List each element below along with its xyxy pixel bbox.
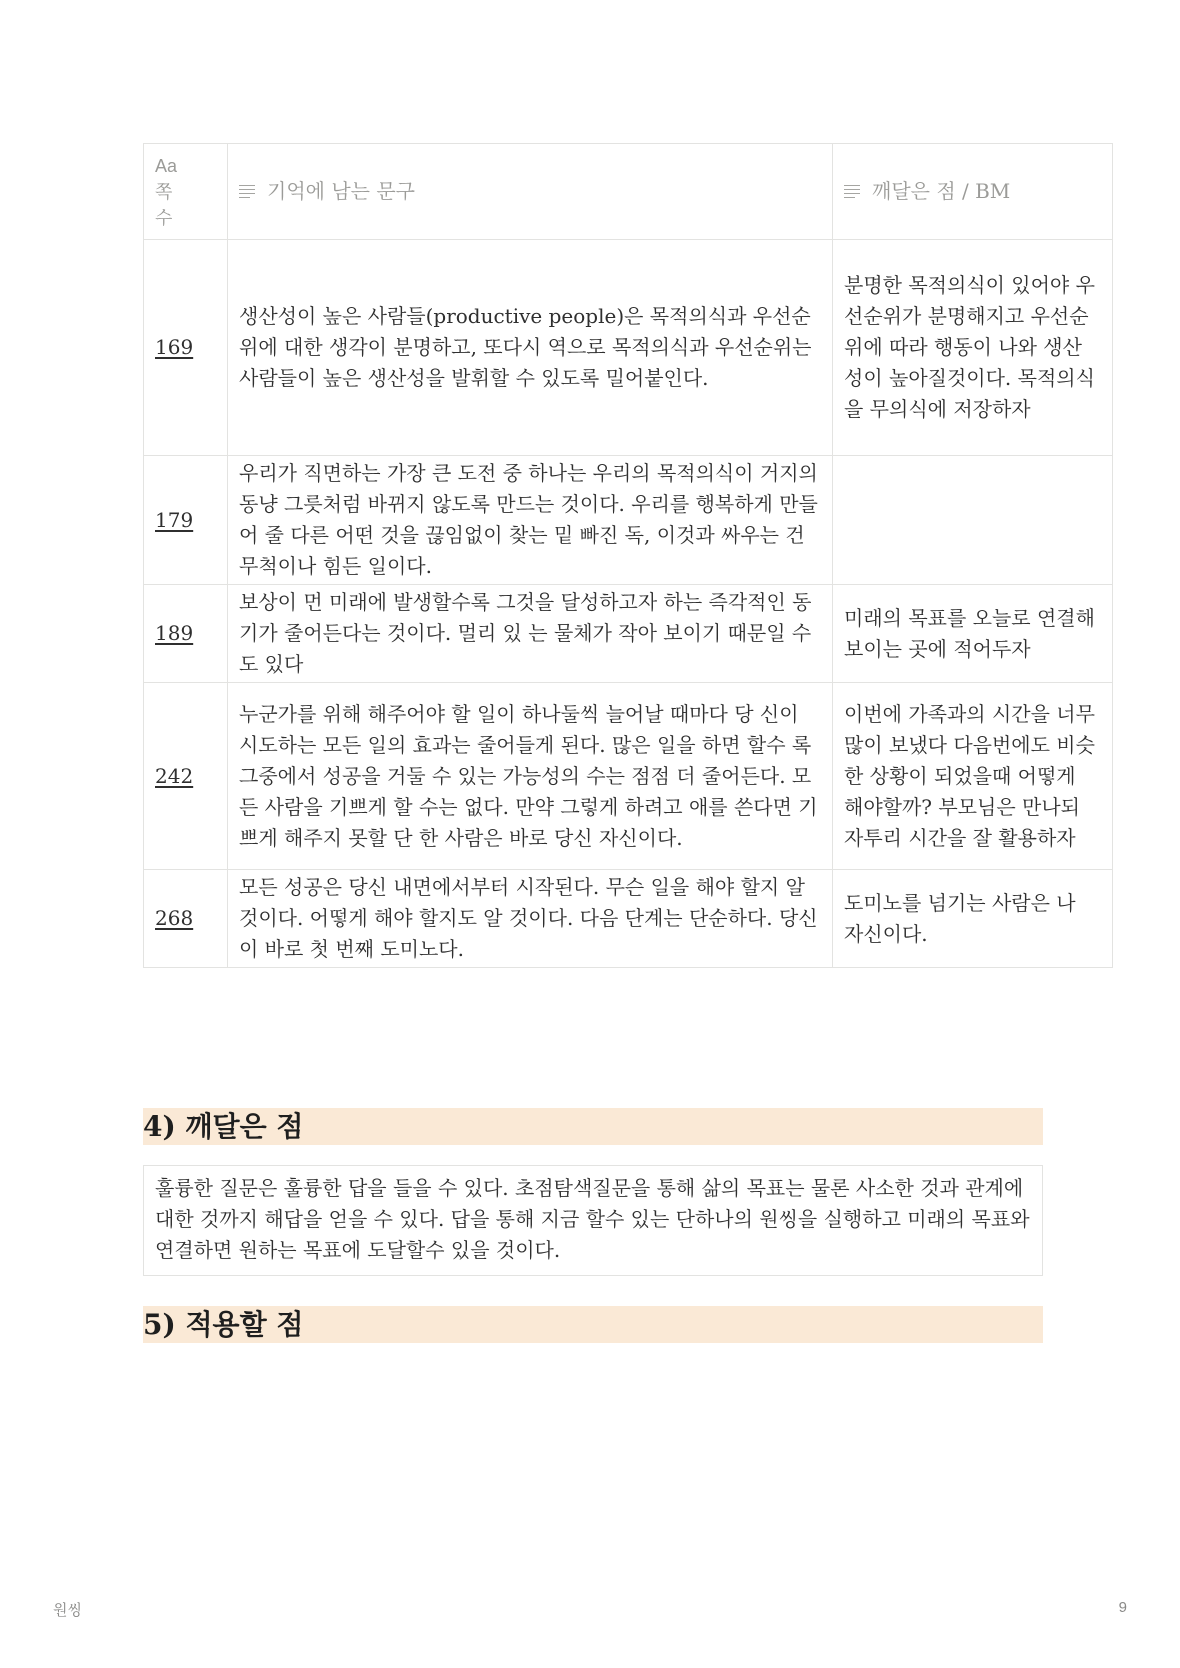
column-header-note-label: 깨달은 점 / BM bbox=[872, 179, 1011, 203]
page-link[interactable]: 179 bbox=[155, 507, 194, 532]
page-link[interactable]: 189 bbox=[155, 621, 194, 645]
column-header-note[interactable] bbox=[833, 144, 1113, 240]
title-property-icon: Aa bbox=[155, 155, 178, 176]
quotes-table bbox=[143, 143, 1113, 968]
note-cell: 도미노를 넘기는 사람은 나 자신이다. bbox=[833, 870, 1113, 968]
note-cell: 분명한 목적의식이 있어야 우선순위가 분명해지고 우선순위에 따라 행동이 나와 생산성이 높아질것이다. 목적의식을 무의식에 저장하자 bbox=[833, 240, 1113, 456]
page-cell[interactable] bbox=[144, 870, 228, 968]
text-property-icon bbox=[239, 185, 255, 197]
table-row bbox=[144, 683, 1113, 870]
page-cell[interactable] bbox=[144, 456, 228, 585]
note-cell bbox=[833, 456, 1113, 585]
column-header-page[interactable] bbox=[144, 144, 228, 240]
page-cell[interactable] bbox=[144, 240, 228, 456]
page-link[interactable]: 169 bbox=[155, 335, 194, 359]
apply-heading: 5) 적용할 점 bbox=[143, 1306, 1043, 1343]
table-header-row bbox=[144, 144, 1113, 240]
table-row bbox=[144, 456, 1113, 585]
page-cell[interactable] bbox=[144, 683, 228, 870]
table-row bbox=[144, 240, 1113, 456]
note-cell: 미래의 목표를 오늘로 연결해 보이는 곳에 적어두자 bbox=[833, 585, 1113, 683]
quote-cell: 모든 성공은 당신 내면에서부터 시작된다. 무슨 일을 해야 할지 알 것이다. 어떻게 해야 할지도 알 것이다. 다음 단계는 단순하다. 당신이 바로 첫 번째 도미노다. bbox=[228, 870, 833, 968]
quote-cell: 생산성이 높은 사람들(productive people)은 목적의식과 우선순위에 대한 생각이 분명하고, 또다시 역으로 목적의식과 우선순위는 사람들이 높은 생산성을 발휘할 수 있도록 밀어붙인다. bbox=[228, 240, 833, 456]
quote-cell: 보상이 먼 미래에 발생할수록 그것을 달성하고자 하는 즉각적인 동기가 줄어든다는 것이다. 멀리 있 는 물체가 작아 보이기 때문일 수도 있다 bbox=[228, 585, 833, 683]
column-header-quote-label: 기억에 남는 문구 bbox=[267, 179, 415, 203]
page-content bbox=[143, 143, 1095, 1343]
quote-cell: 우리가 직면하는 가장 큰 도전 중 하나는 우리의 목적의식이 거지의 동냥 그릇처럼 바뀌지 않도록 만드는 것이다. 우리를 행복하게 만들어 줄 다른 어떤 것을 끊임없이 찾는 밑 빠진 독, 이것과 싸우는 건 무척이나 힘든 일이다. bbox=[228, 456, 833, 585]
column-header-quote[interactable] bbox=[228, 144, 833, 240]
realization-callout: 훌륭한 질문은 훌륭한 답을 들을 수 있다. 초점탐색질문을 통해 삶의 목표는 물론 사소한 것과 관계에 대한 것까지 해답을 얻을 수 있다. 답을 통해 지금 할수 있는 단하나의 원씽을 실행하고 미래의 목표와 연결하면 원하는 목표에 도달할수 있을 것이다. bbox=[143, 1165, 1043, 1276]
page-cell[interactable] bbox=[144, 585, 228, 683]
footer-page-number: 9 bbox=[1118, 1599, 1127, 1616]
text-property-icon bbox=[844, 185, 860, 197]
page-link[interactable]: 242 bbox=[155, 763, 194, 788]
table-row bbox=[144, 585, 1113, 683]
column-header-page-label: 쪽수 bbox=[155, 181, 173, 228]
page-link[interactable]: 268 bbox=[155, 906, 194, 930]
note-cell: 이번에 가족과의 시간을 너무 많이 보냈다 다음번에도 비슷한 상황이 되었을때 어떻게 해야할까? 부모님은 만나되 자투리 시간을 잘 활용하자 bbox=[833, 683, 1113, 870]
table-row bbox=[144, 870, 1113, 968]
quote-cell: 누군가를 위해 해주어야 할 일이 하나둘씩 늘어날 때마다 당 신이 시도하는 모든 일의 효과는 줄어들게 된다. 많은 일을 하면 할수 록 그중에서 성공을 거둘 수 있는 가능성의 수는 점점 더 줄어든다. 모든 사람을 기쁘게 할 수는 없다. 만약 그렇게 하려고 애를 쓴다면 기쁘게 해주지 못할 단 한 사람은 바로 당신 자신이다. bbox=[228, 683, 833, 870]
realization-heading: 4) 깨달은 점 bbox=[143, 1108, 1043, 1145]
footer-document-title: 원씽 bbox=[53, 1602, 82, 1619]
